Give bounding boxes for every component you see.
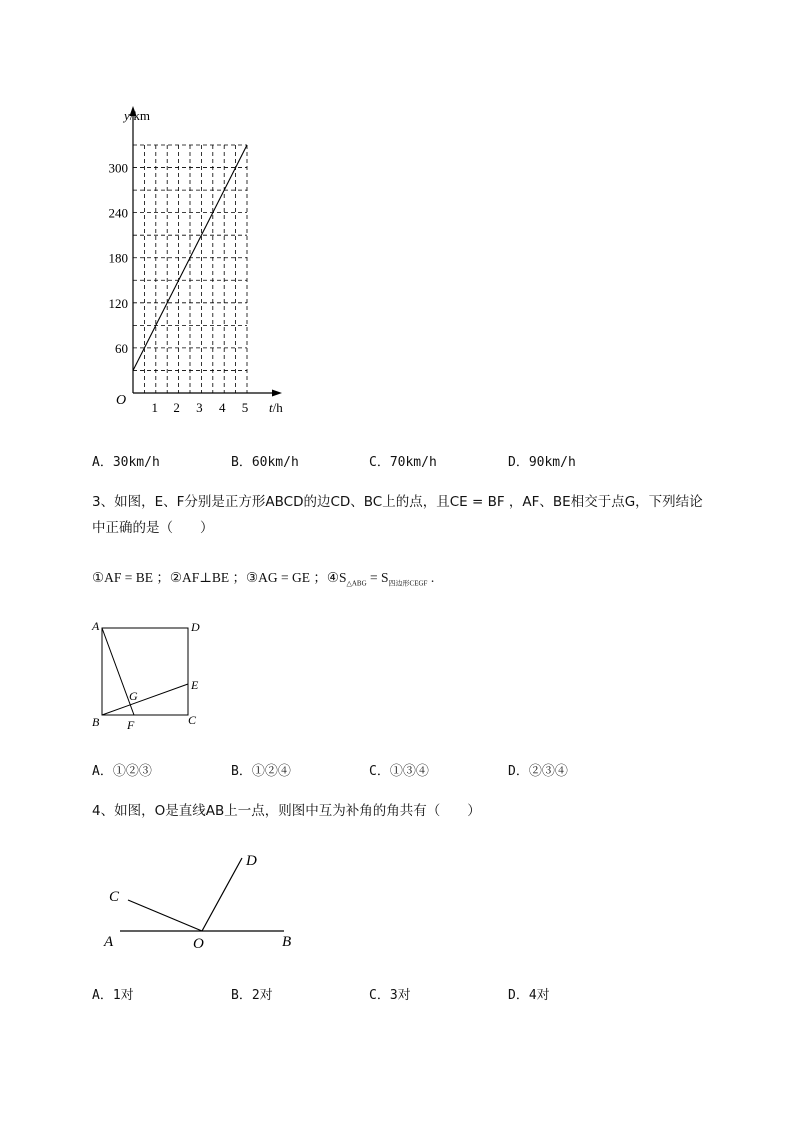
x-tick-label: 3	[196, 400, 203, 415]
q4-option-c[interactable]: C．3对	[369, 988, 411, 1003]
q3-option-d[interactable]: D．②③④	[508, 764, 568, 779]
point-label-c: C	[109, 889, 120, 905]
q2-option-b[interactable]: B．60km/h	[231, 455, 299, 470]
y-axis-label-unit: /km	[129, 108, 151, 123]
point-label-a: A	[92, 619, 100, 633]
q3-question-line1: 3、如图，E、F分别是正方形ABCD的边CD、BC上的点，且CE = BF ，AF、BE相交于点G，下列结论	[92, 494, 703, 510]
y-tick-labels	[109, 161, 129, 356]
point-label-g: G	[129, 689, 138, 703]
segment-be	[102, 684, 188, 715]
point-label-e: E	[191, 678, 199, 692]
square-figure	[88, 612, 208, 736]
q3-option-b[interactable]: B．①②④	[231, 764, 291, 779]
q4-option-d[interactable]: D．4对	[508, 988, 550, 1003]
point-label-d: D	[191, 620, 200, 634]
q4-option-b[interactable]: B．2对	[231, 988, 273, 1003]
point-label-o: O	[193, 936, 204, 952]
q3-option-c[interactable]: C．①③④	[369, 764, 429, 779]
x-tick-label: 1	[151, 400, 159, 415]
point-label-f: F	[127, 718, 135, 732]
point-label-d: D	[246, 853, 257, 869]
x-tick-label: 2	[173, 400, 180, 415]
q3-area-sub2: 四边形CEGF	[388, 579, 428, 588]
q3-statements-main: ①AF = BE ；②AF⊥BE ；③AG = GE ；④S	[92, 570, 347, 585]
y-axis-label-var: y	[124, 108, 130, 123]
q3-option-a[interactable]: A．①②③	[92, 764, 152, 779]
point-label-b: B	[282, 934, 292, 950]
q2-option-a[interactable]: A．30km/h	[92, 455, 160, 470]
x-tick-label: 5	[241, 400, 249, 415]
origin-label: O	[116, 393, 127, 408]
q4-question-line1: 4、如图，O是直线AB上一点，则图中互为补角的角共有（ ）	[92, 803, 481, 819]
x-axis-label	[269, 400, 283, 415]
q3-statements	[92, 566, 434, 589]
q3-question-line2: 中正确的是（ ）	[92, 520, 214, 536]
x-axis-label-var: t	[269, 400, 273, 415]
q4-option-a[interactable]: A．1对	[92, 988, 134, 1003]
x-axis-arrow	[272, 390, 282, 397]
point-label-c: C	[188, 713, 197, 727]
q3-tail: .	[427, 570, 435, 585]
angle-figure	[98, 846, 298, 956]
q3-equals: = S	[366, 570, 389, 585]
distance-time-graph	[100, 100, 300, 420]
q2-option-d[interactable]: D．90km/h	[508, 455, 576, 470]
y-tick-label: 120	[108, 295, 128, 311]
point-label-a: A	[104, 934, 114, 950]
graph-grid	[133, 145, 247, 393]
x-tick-label: 4	[218, 400, 226, 415]
x-tick-labels	[152, 400, 249, 415]
square-abcd	[102, 628, 188, 715]
ray-oc	[128, 900, 202, 931]
x-axis-label-unit: /h	[272, 400, 283, 415]
q3-area-sub1: △ABG	[346, 579, 367, 588]
q2-option-c[interactable]: C．70km/h	[369, 455, 437, 470]
y-tick-label: 60	[115, 340, 128, 356]
y-tick-label: 240	[108, 205, 128, 221]
y-axis-label	[122, 108, 150, 123]
y-tick-label: 180	[108, 250, 128, 266]
point-label-b: B	[92, 715, 100, 729]
y-tick-label: 300	[108, 160, 128, 176]
ray-od	[202, 858, 242, 931]
